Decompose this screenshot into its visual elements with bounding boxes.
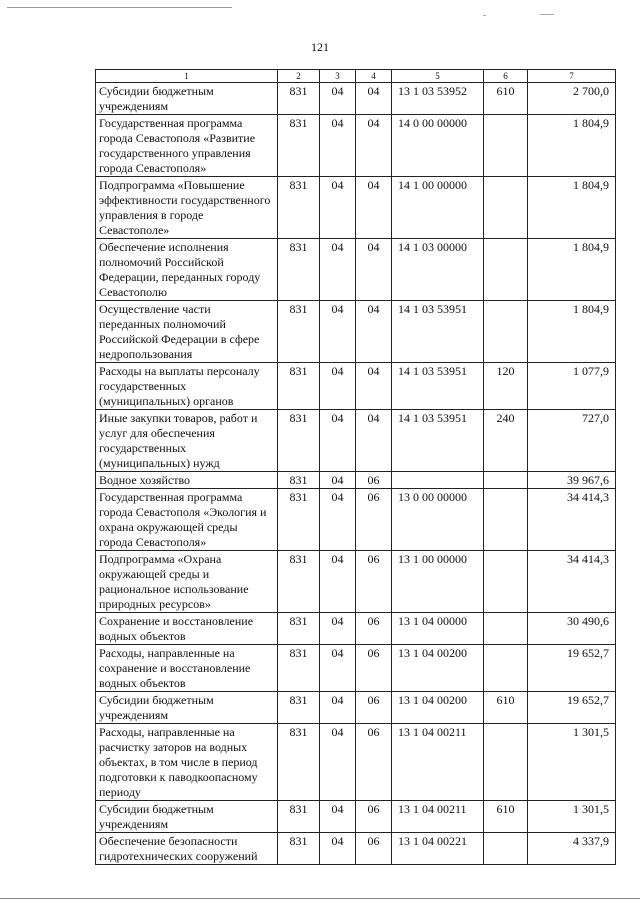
column-number: 6 bbox=[484, 70, 528, 83]
expense-type-cell: 610 bbox=[484, 801, 528, 833]
table-row bbox=[96, 239, 616, 301]
expense-name-cell: Обеспечение безопасности гидротехнических сооружений bbox=[96, 833, 278, 865]
ministry-code-cell: 831 bbox=[278, 410, 320, 472]
target-article-cell bbox=[392, 472, 484, 489]
scan-speck bbox=[540, 14, 554, 15]
table-row bbox=[96, 489, 616, 551]
target-article-cell: 13 1 04 00200 bbox=[392, 692, 484, 724]
page-number: 121 bbox=[311, 40, 329, 54]
expense-name-cell: Расходы на выплаты персоналу государственных (муниципальных) органов bbox=[96, 363, 278, 410]
budget-table bbox=[95, 69, 616, 865]
section-code-cell: 04 bbox=[320, 551, 356, 613]
ministry-code-cell: 831 bbox=[278, 177, 320, 239]
expense-type-cell bbox=[484, 551, 528, 613]
target-article-cell: 13 1 04 00221 bbox=[392, 833, 484, 865]
section-code-cell: 04 bbox=[320, 177, 356, 239]
expense-type-cell bbox=[484, 115, 528, 177]
subsection-code-cell: 04 bbox=[356, 301, 392, 363]
ministry-code-cell: 831 bbox=[278, 613, 320, 645]
column-number: 4 bbox=[356, 70, 392, 83]
subsection-code-cell: 04 bbox=[356, 410, 392, 472]
section-code-cell: 04 bbox=[320, 115, 356, 177]
expense-name-cell: Водное хозяйство bbox=[96, 472, 278, 489]
amount-cell: 19 652,7 bbox=[528, 645, 616, 692]
expense-name-cell: Субсидии бюджетным учреждениям bbox=[96, 692, 278, 724]
amount-cell: 1 804,9 bbox=[528, 239, 616, 301]
ministry-code-cell: 831 bbox=[278, 833, 320, 865]
amount-cell: 1 804,9 bbox=[528, 115, 616, 177]
amount-cell: 1 301,5 bbox=[528, 801, 616, 833]
expense-type-cell: 240 bbox=[484, 410, 528, 472]
section-code-cell: 04 bbox=[320, 801, 356, 833]
subsection-code-cell: 04 bbox=[356, 115, 392, 177]
target-article-cell: 14 1 03 00000 bbox=[392, 239, 484, 301]
amount-cell: 30 490,6 bbox=[528, 613, 616, 645]
subsection-code-cell: 06 bbox=[356, 692, 392, 724]
subsection-code-cell: 04 bbox=[356, 83, 392, 115]
table-row bbox=[96, 551, 616, 613]
subsection-code-cell: 06 bbox=[356, 645, 392, 692]
target-article-cell: 13 1 04 00211 bbox=[392, 801, 484, 833]
expense-type-cell bbox=[484, 833, 528, 865]
amount-cell: 1 804,9 bbox=[528, 177, 616, 239]
subsection-code-cell: 06 bbox=[356, 551, 392, 613]
table-row bbox=[96, 177, 616, 239]
ministry-code-cell: 831 bbox=[278, 115, 320, 177]
expense-type-cell bbox=[484, 613, 528, 645]
column-number: 1 bbox=[96, 70, 278, 83]
expense-name-cell: Обеспечение исполнения полномочий Российской Федерации, переданных городу Севастополю bbox=[96, 239, 278, 301]
expense-type-cell bbox=[484, 724, 528, 801]
section-code-cell: 04 bbox=[320, 83, 356, 115]
target-article-cell: 13 1 04 00211 bbox=[392, 724, 484, 801]
expense-type-cell bbox=[484, 239, 528, 301]
section-code-cell: 04 bbox=[320, 301, 356, 363]
ministry-code-cell: 831 bbox=[278, 724, 320, 801]
expense-name-cell: Субсидии бюджетным учреждениям bbox=[96, 801, 278, 833]
table-row bbox=[96, 410, 616, 472]
subsection-code-cell: 04 bbox=[356, 363, 392, 410]
expense-type-cell: 120 bbox=[484, 363, 528, 410]
table-row bbox=[96, 613, 616, 645]
ministry-code-cell: 831 bbox=[278, 801, 320, 833]
expense-type-cell bbox=[484, 301, 528, 363]
section-code-cell: 04 bbox=[320, 363, 356, 410]
expense-name-cell: Сохранение и восстановление водных объектов bbox=[96, 613, 278, 645]
target-article-cell: 13 1 04 00000 bbox=[392, 613, 484, 645]
subsection-code-cell: 06 bbox=[356, 833, 392, 865]
table-row bbox=[96, 645, 616, 692]
expense-type-cell bbox=[484, 489, 528, 551]
expense-name-cell: Субсидии бюджетным учреждениям bbox=[96, 83, 278, 115]
expense-name-cell: Осуществление части переданных полномочий Российской Федерации в сфере недропользования bbox=[96, 301, 278, 363]
ministry-code-cell: 831 bbox=[278, 472, 320, 489]
subsection-code-cell: 06 bbox=[356, 613, 392, 645]
subsection-code-cell: 06 bbox=[356, 801, 392, 833]
section-code-cell: 04 bbox=[320, 724, 356, 801]
target-article-cell: 13 1 03 53952 bbox=[392, 83, 484, 115]
ministry-code-cell: 831 bbox=[278, 239, 320, 301]
scan-speck bbox=[483, 15, 486, 16]
section-code-cell: 04 bbox=[320, 239, 356, 301]
expense-type-cell: 610 bbox=[484, 692, 528, 724]
column-number: 2 bbox=[278, 70, 320, 83]
section-code-cell: 04 bbox=[320, 613, 356, 645]
expense-name-cell: Расходы, направленные на расчистку заторов на водных объектах, в том числе в период подготовки к паводкоопасному периоду bbox=[96, 724, 278, 801]
amount-cell: 1 301,5 bbox=[528, 724, 616, 801]
table-row bbox=[96, 833, 616, 865]
ministry-code-cell: 831 bbox=[278, 301, 320, 363]
expense-type-cell: 610 bbox=[484, 83, 528, 115]
amount-cell: 1 077,9 bbox=[528, 363, 616, 410]
table-row bbox=[96, 801, 616, 833]
column-number: 7 bbox=[528, 70, 616, 83]
subsection-code-cell: 06 bbox=[356, 489, 392, 551]
expense-name-cell: Иные закупки товаров, работ и услуг для обеспечения государственных (муниципальных) нужд bbox=[96, 410, 278, 472]
expense-type-cell bbox=[484, 177, 528, 239]
expense-name-cell: Государственная программа города Севастополя «Развитие государственного управления города Севастополя» bbox=[96, 115, 278, 177]
ministry-code-cell: 831 bbox=[278, 645, 320, 692]
expense-name-cell: Подпрограмма «Повышение эффективности государственного управления в городе Севастополе» bbox=[96, 177, 278, 239]
table-row bbox=[96, 363, 616, 410]
target-article-cell: 13 0 00 00000 bbox=[392, 489, 484, 551]
amount-cell: 2 700,0 bbox=[528, 83, 616, 115]
target-article-cell: 13 1 04 00200 bbox=[392, 645, 484, 692]
ministry-code-cell: 831 bbox=[278, 363, 320, 410]
section-code-cell: 04 bbox=[320, 692, 356, 724]
expense-name-cell: Подпрограмма «Охрана окружающей среды и рациональное использование природных ресурсов» bbox=[96, 551, 278, 613]
subsection-code-cell: 06 bbox=[356, 472, 392, 489]
table-row bbox=[96, 301, 616, 363]
section-code-cell: 04 bbox=[320, 645, 356, 692]
scan-bottom-rule bbox=[0, 898, 640, 899]
table-row bbox=[96, 83, 616, 115]
amount-cell: 34 414,3 bbox=[528, 551, 616, 613]
expense-name-cell: Государственная программа города Севастополя «Экология и охрана окружающей среды города Севастополя» bbox=[96, 489, 278, 551]
target-article-cell: 13 1 00 00000 bbox=[392, 551, 484, 613]
table-row bbox=[96, 472, 616, 489]
column-number: 5 bbox=[392, 70, 484, 83]
section-code-cell: 04 bbox=[320, 472, 356, 489]
expense-type-cell bbox=[484, 472, 528, 489]
column-number: 3 bbox=[320, 70, 356, 83]
subsection-code-cell: 06 bbox=[356, 724, 392, 801]
ministry-code-cell: 831 bbox=[278, 83, 320, 115]
subsection-code-cell: 04 bbox=[356, 177, 392, 239]
target-article-cell: 14 0 00 00000 bbox=[392, 115, 484, 177]
expense-name-cell: Расходы, направленные на сохранение и восстановление водных объектов bbox=[96, 645, 278, 692]
subsection-code-cell: 04 bbox=[356, 239, 392, 301]
section-code-cell: 04 bbox=[320, 489, 356, 551]
ministry-code-cell: 831 bbox=[278, 551, 320, 613]
table-row bbox=[96, 724, 616, 801]
amount-cell: 4 337,9 bbox=[528, 833, 616, 865]
scan-top-rule bbox=[7, 7, 232, 8]
column-number-row bbox=[96, 70, 616, 83]
amount-cell: 727,0 bbox=[528, 410, 616, 472]
amount-cell: 19 652,7 bbox=[528, 692, 616, 724]
target-article-cell: 14 1 03 53951 bbox=[392, 363, 484, 410]
target-article-cell: 14 1 03 53951 bbox=[392, 301, 484, 363]
ministry-code-cell: 831 bbox=[278, 489, 320, 551]
section-code-cell: 04 bbox=[320, 410, 356, 472]
table-row bbox=[96, 115, 616, 177]
target-article-cell: 14 1 00 00000 bbox=[392, 177, 484, 239]
amount-cell: 1 804,9 bbox=[528, 301, 616, 363]
target-article-cell: 14 1 03 53951 bbox=[392, 410, 484, 472]
section-code-cell: 04 bbox=[320, 833, 356, 865]
amount-cell: 34 414,3 bbox=[528, 489, 616, 551]
ministry-code-cell: 831 bbox=[278, 692, 320, 724]
expense-type-cell bbox=[484, 645, 528, 692]
amount-cell: 39 967,6 bbox=[528, 472, 616, 489]
table-row bbox=[96, 692, 616, 724]
